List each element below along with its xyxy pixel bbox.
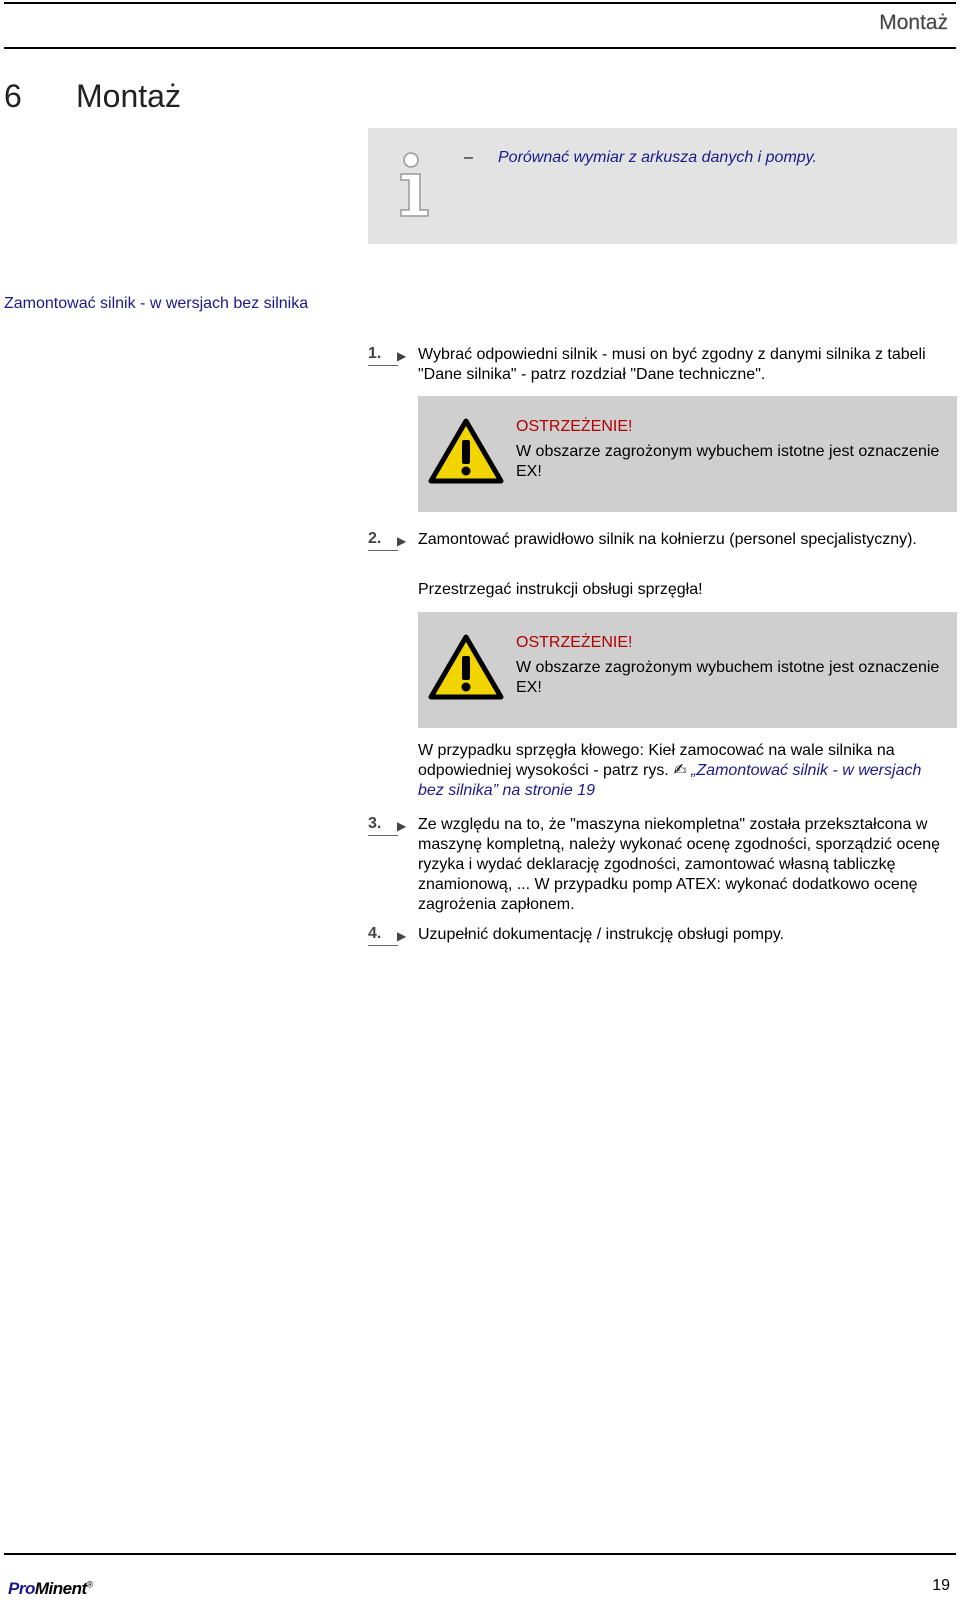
cross-reference-link[interactable]: „Zamontować silnik - w wersjach bez silnika” na stronie 19	[418, 762, 922, 799]
prominent-logo	[8, 1579, 93, 1599]
top-rule	[4, 2, 956, 4]
section-side-heading: Zamontować silnik - w wersjach bez silnika	[4, 295, 309, 312]
logo-registered-mark: ®	[86, 1579, 93, 1590]
step-arrow-icon: ▶	[397, 929, 407, 943]
info-box	[368, 128, 957, 244]
claw-coupling-paragraph	[418, 741, 950, 801]
step-number-4: 4.	[368, 925, 410, 943]
info-icon	[398, 152, 434, 218]
info-text: Porównać wymiar z arkusza danych i pompy.	[498, 149, 817, 166]
running-header-title: Montaż	[879, 11, 948, 34]
info-list-dash: –	[464, 149, 473, 166]
footer-rule	[4, 1553, 956, 1555]
step-arrow-icon: ▶	[397, 819, 407, 833]
step-number-3: 3.	[368, 815, 410, 833]
step-text-1: Wybrać odpowiedni silnik - musi on być zgodny z danymi silnika z tabeli "Dane silnika" - patrz rozdział "Dane techniczne".	[418, 346, 926, 383]
warning-triangle-icon	[428, 418, 504, 484]
step-arrow-icon: ▶	[397, 534, 407, 548]
logo-minent: Minent	[34, 1579, 87, 1598]
step-arrow-icon: ▶	[397, 349, 407, 363]
chapter-number: 6	[4, 78, 22, 114]
step-number-1: 1.	[368, 345, 410, 363]
logo-pro: Pro	[8, 1579, 35, 1598]
page-number: 19	[932, 1577, 950, 1594]
warning-triangle-icon	[428, 634, 504, 700]
claw-coupling-text: W przypadku sprzęgła kłowego: Kieł zamocować na wale silnika na odpowiedniej wysokości - patrz rys.	[418, 742, 895, 779]
warning-title-1: OSTRZEŻENIE!	[516, 418, 633, 435]
header-rule	[4, 47, 956, 49]
step-text-3: Ze względu na to, że "maszyna niekompletna" została przekształcona w maszynę kompletną, należy wykonać ocenę zgodności, sporządzić ocenę ryzyka i wydać deklarację zgodności, zamontować własną tabliczkę znamionową, ... W przypadku pomp ATEX: wykonać dodatkowo ocenę zagrożenia zapłonem.	[418, 816, 941, 913]
warning-text-2: W obszarze zagrożonym wybuchem istotne jest oznaczenie EX!	[516, 659, 940, 696]
warning-text-1: W obszarze zagrożonym wybuchem istotne jest oznaczenie EX!	[516, 443, 940, 480]
step-text-4: Uzupełnić dokumentację / instrukcję obsługi pompy.	[418, 926, 785, 943]
chapter-title: Montaż	[76, 78, 181, 114]
cross-reference-icon: ✍	[673, 762, 687, 779]
step-note-2: Przestrzegać instrukcji obsługi sprzęgła!	[418, 581, 703, 598]
warning-title-2: OSTRZEŻENIE!	[516, 634, 633, 651]
step-number-2: 2.	[368, 530, 410, 548]
step-text-2: Zamontować prawidłowo silnik na kołnierzu (personel specjalistyczny).	[418, 531, 917, 548]
